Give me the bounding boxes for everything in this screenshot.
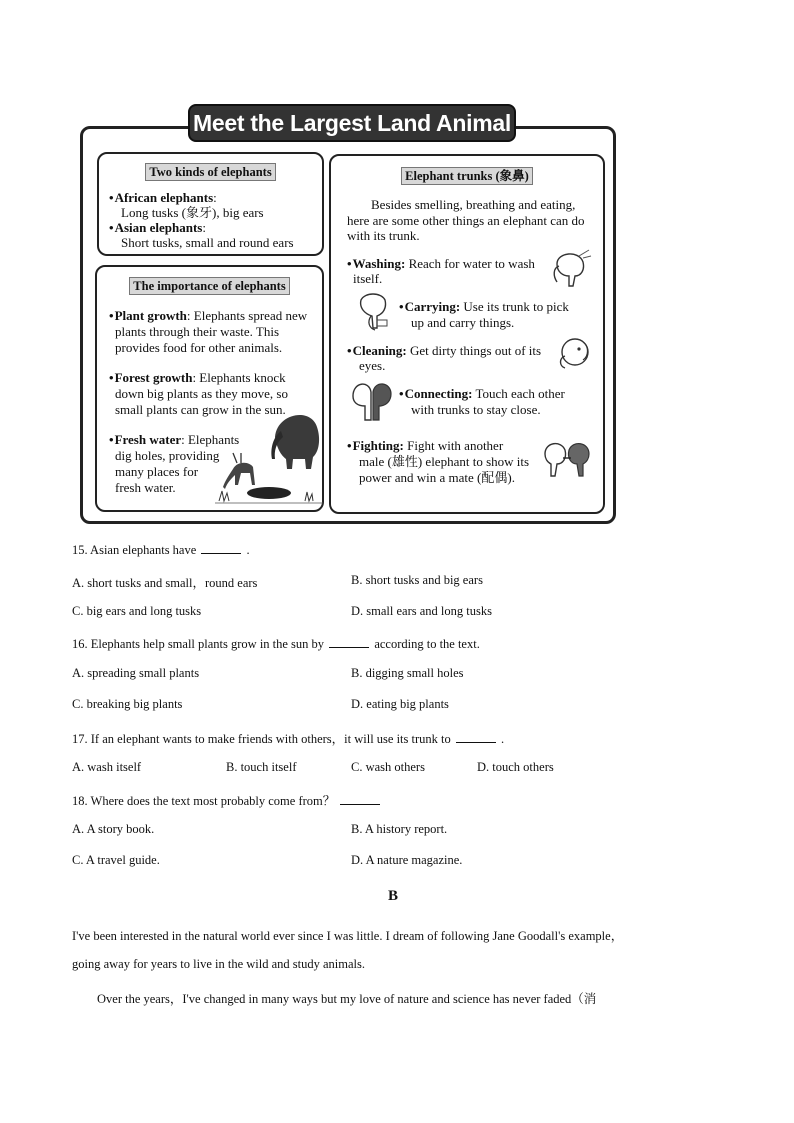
trunks-intro-l2: here are some other things an elephant can do — [347, 213, 585, 228]
plant-growth-l1: • Plant growth: Elephants spread new — [109, 308, 307, 324]
answer-blank — [340, 792, 380, 805]
asian-label: Asian elephants — [114, 220, 203, 235]
q15-stem: 15. Asian elephants have . — [72, 543, 250, 557]
q18-option-a: A. A story book. — [72, 822, 155, 836]
fresh-water-l3: many places for — [115, 464, 199, 479]
q16-option-c: C. breaking big plants — [72, 697, 183, 711]
washing-l2: itself. — [353, 271, 383, 286]
panel-heading-two-kinds: Two kinds of elephants — [145, 163, 275, 181]
q16-option-a: A. spreading small plants — [72, 666, 200, 680]
panel-heading-importance: The importance of elephants — [129, 277, 289, 295]
q18-stem: 18. Where does the text most probably come from？ — [72, 791, 382, 809]
plant-growth-l3: provides food for other animals. — [115, 340, 283, 355]
q16-option-b: B. digging small holes — [351, 666, 464, 680]
elephants-fighting-icon — [541, 436, 593, 480]
asian-label-line: • Asian elephants: — [109, 220, 206, 236]
washing-l1: • Washing: Reach for water to wash — [347, 256, 535, 272]
q17-option-c: C. wash others — [351, 760, 425, 774]
elephant-waterhole-illustration — [215, 397, 323, 509]
cleaning-l2: eyes. — [359, 358, 386, 373]
section-b-paragraph-1-line-1: I've been interested in the natural world ever since I was little. I dream of following Jane Goodall's example， — [72, 929, 624, 943]
forest-growth-l2: down big plants as they move, so — [115, 386, 288, 401]
african-label-line: • African elephants: — [109, 190, 217, 206]
q17-option-a: A. wash itself — [72, 760, 142, 774]
connecting-l2: with trunks to stay close. — [411, 402, 541, 417]
q18-option-d: D. A nature magazine. — [351, 853, 463, 867]
african-text: Long tusks (象牙), big ears — [121, 205, 264, 220]
section-b-paragraph-2-line-1: Over the years，I've changed in many ways but my love of nature and science has never faded（消 — [97, 992, 597, 1006]
elephant-washing-icon — [549, 246, 593, 290]
q17-option-d: D. touch others — [477, 760, 554, 774]
q17-stem: 17. If an elephant wants to make friends with others，it will use its trunk to . — [72, 732, 505, 746]
q16-option-d: D. eating big plants — [351, 697, 449, 711]
q18-option-b: B. A history report. — [351, 822, 448, 836]
q15-option-c: C. big ears and long tusks — [72, 604, 202, 618]
carrying-l1: • Carrying: Use its trunk to pick — [399, 299, 569, 315]
fresh-water-l2: dig holes, providing — [115, 448, 220, 463]
fighting-l2: male (雄性) elephant to show its — [359, 454, 530, 469]
q16-stem: 16. Elephants help small plants grow in the sun by according to the text. — [72, 637, 480, 651]
section-b-paragraph-1-line-2: going away for years to live in the wild and study animals. — [72, 957, 365, 971]
fighting-l1: • Fighting: Fight with another — [347, 438, 503, 454]
fresh-water-l4: fresh water. — [115, 480, 176, 495]
carrying-l2: up and carry things. — [411, 315, 515, 330]
fighting-l3: power and win a mate (配偶). — [359, 470, 515, 485]
q15-option-a: A. short tusks and small，round ears — [72, 576, 258, 590]
panel-heading-trunks: Elephant trunks (象鼻) — [401, 167, 533, 185]
fresh-water-l1: • Fresh water: Elephants — [109, 432, 239, 448]
elephant-carrying-icon — [355, 290, 393, 332]
panel-importance — [95, 265, 324, 512]
elephant-cleaning-icon — [553, 334, 593, 374]
q15-option-d: D. small ears and long tusks — [351, 604, 492, 618]
african-label: African elephants — [114, 190, 214, 205]
connecting-l1: • Connecting: Touch each other — [399, 386, 565, 402]
answer-blank — [329, 635, 369, 648]
plant-growth-l2: plants through their waste. This — [115, 324, 280, 339]
trunks-intro-l3: with its trunk. — [347, 228, 420, 243]
panel-two-kinds — [97, 152, 324, 256]
section-b-heading: B — [388, 888, 399, 904]
poster-title: Meet the Largest Land Animal — [188, 104, 516, 142]
forest-growth-l1: • Forest growth: Elephants knock — [109, 370, 286, 386]
elephants-connecting-icon — [349, 376, 395, 424]
forest-growth-l3: small plants can grow in the sun. — [115, 402, 286, 417]
answer-blank — [201, 541, 241, 554]
cleaning-l1: • Cleaning: Get dirty things out of its — [347, 343, 541, 359]
panel-trunks — [329, 154, 605, 514]
q18-option-c: C. A travel guide. — [72, 853, 160, 867]
trunks-intro-l1: Besides smelling, breathing and eating, — [371, 197, 576, 212]
q17-option-b: B. touch itself — [226, 760, 297, 774]
answer-blank — [456, 730, 496, 743]
asian-text: Short tusks, small and round ears — [121, 235, 294, 250]
q15-option-b: B. short tusks and big ears — [351, 573, 483, 587]
